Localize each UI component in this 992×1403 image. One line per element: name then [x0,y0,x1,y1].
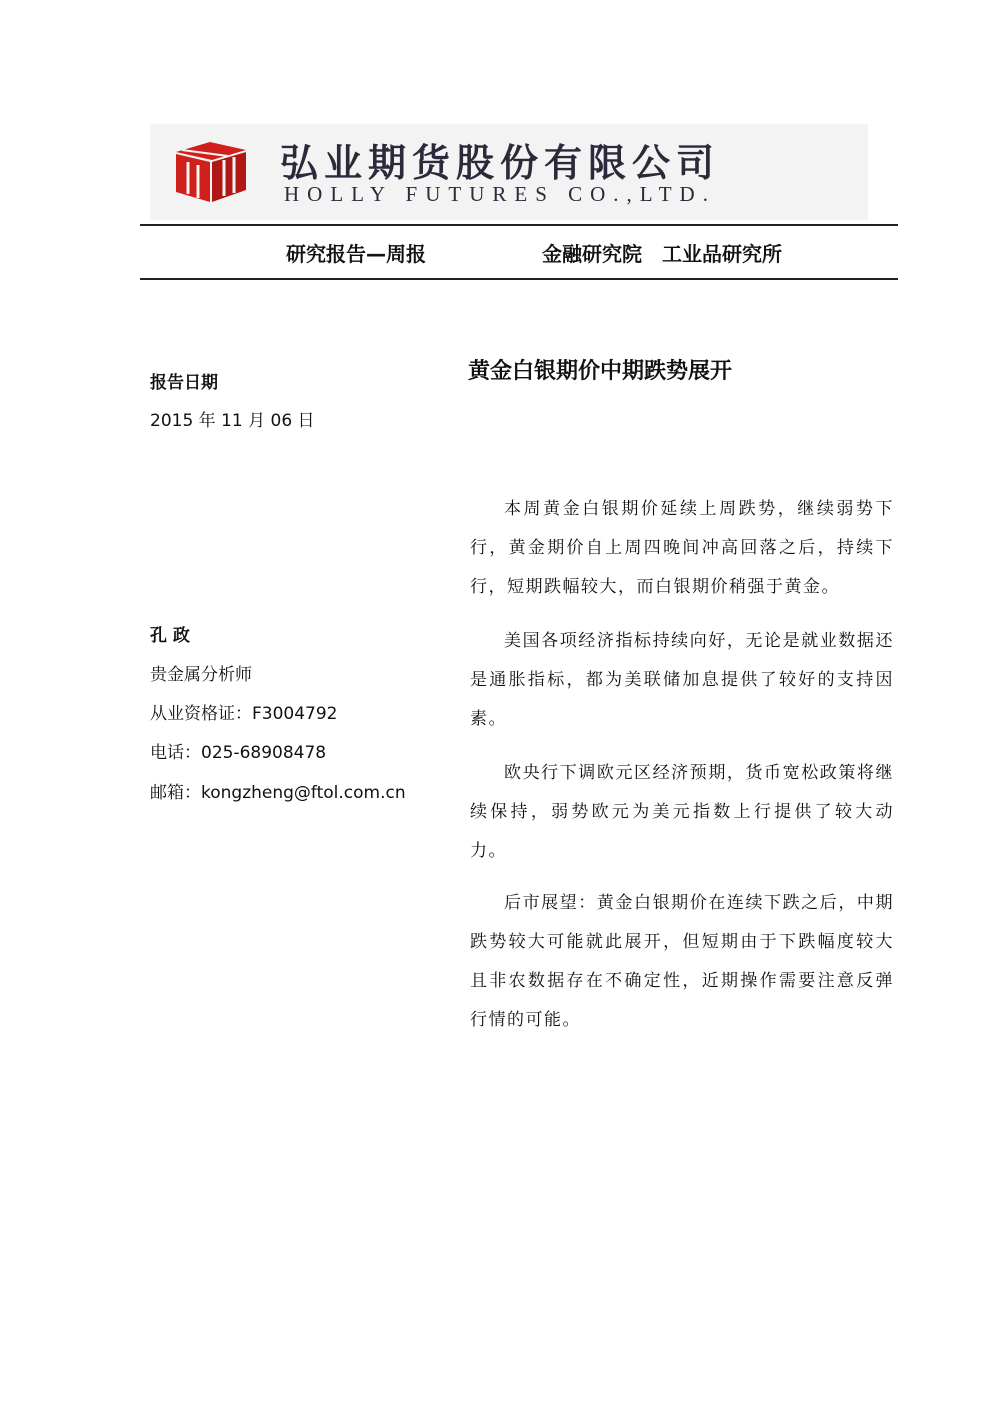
analyst-phone: 电话：025-68908478 [150,743,327,763]
company-name-en: HOLLY FUTURES CO.,LTD. [284,182,716,206]
article-title: 黄金白银期价中期跌势展开 [468,359,733,384]
company-name-cn: 弘业期货股份有限公司 [280,140,721,185]
header-bottom-rule [140,278,898,280]
institute-name: 金融研究院 工业品研究所 [542,242,782,266]
analyst-name: 孔 政 [150,626,190,646]
report-type: 研究报告—周报 [286,242,426,266]
article-paragraph: 美国各项经济指标持续向好，无论是就业数据还是通胀指标，都为美联储加息提供了较好的支持因素。 [470,631,894,729]
report-date-value: 2015 年 11 月 06 日 [150,411,315,431]
analyst-email: 邮箱：kongzheng@ftol.com.cn [150,783,406,803]
report-date-label: 报告日期 [150,373,218,393]
company-logo-banner [150,124,868,220]
holly-cube-logo-icon [168,138,252,204]
article-paragraph: 欧央行下调欧元区经济预期，货币宽松政策将继续保持，弱势欧元为美元指数上行提供了较大动力。 [470,763,894,861]
analyst-role: 贵金属分析师 [150,665,252,685]
article-paragraph: 后市展望：黄金白银期价在连续下跌之后，中期跌势较大可能就此展开，但短期由于下跌幅度较大且非农数据存在不确定性，近期操作需要注意反弹行情的可能。 [470,893,894,1030]
header-top-rule [140,224,898,226]
analyst-license: 从业资格证：F3004792 [150,704,338,724]
article-paragraph: 本周黄金白银期价延续上周跌势，继续弱势下行，黄金期价自上周四晚间冲高回落之后，持续下行，短期跌幅较大，而白银期价稍强于黄金。 [470,499,894,597]
